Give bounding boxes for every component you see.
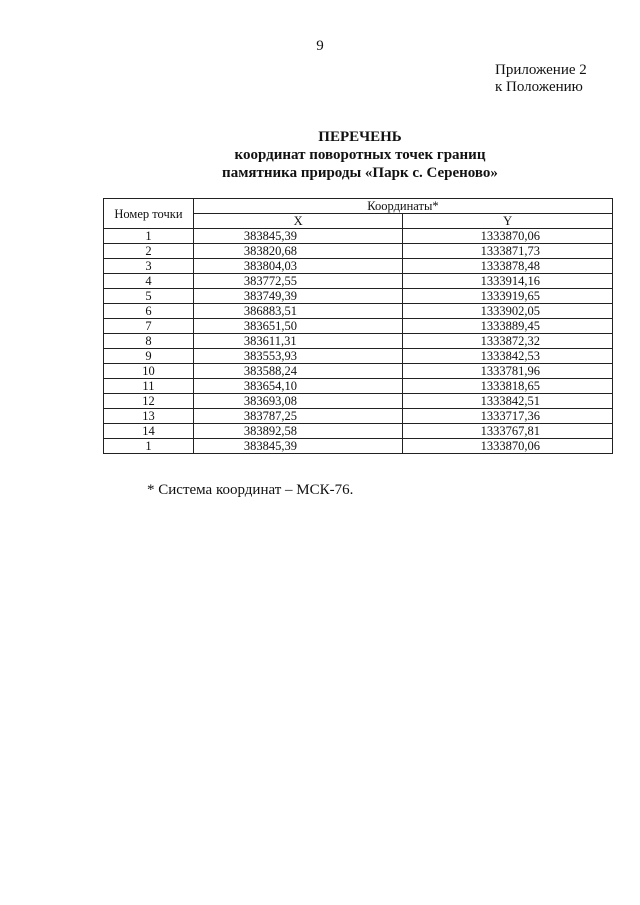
y-coordinate-cell: 1333818,65 bbox=[403, 379, 613, 394]
point-number-cell: 1 bbox=[104, 439, 194, 454]
header-x: X bbox=[193, 214, 402, 229]
appendix-reference bbox=[495, 62, 587, 96]
table-row bbox=[104, 439, 613, 454]
page-number: 9 bbox=[316, 38, 324, 54]
y-coordinate-cell: 1333870,06 bbox=[403, 439, 613, 454]
footnote: * Система координат – МСК-76. bbox=[147, 482, 354, 498]
point-number-cell: 11 bbox=[104, 379, 194, 394]
table-row bbox=[104, 364, 613, 379]
point-number-cell: 14 bbox=[104, 424, 194, 439]
x-coordinate-cell: 383804,03 bbox=[193, 259, 402, 274]
point-number-cell: 3 bbox=[104, 259, 194, 274]
appendix-line-1: Приложение 2 bbox=[495, 62, 587, 78]
header-y: Y bbox=[403, 214, 613, 229]
x-coordinate-cell: 383651,50 bbox=[193, 319, 402, 334]
point-number-cell: 13 bbox=[104, 409, 194, 424]
x-coordinate-cell: 383820,68 bbox=[193, 244, 402, 259]
point-number-cell: 8 bbox=[104, 334, 194, 349]
point-number-cell: 7 bbox=[104, 319, 194, 334]
x-coordinate-cell: 383553,93 bbox=[193, 349, 402, 364]
table-row bbox=[104, 289, 613, 304]
y-coordinate-cell: 1333781,96 bbox=[403, 364, 613, 379]
table-row bbox=[104, 259, 613, 274]
x-coordinate-cell: 386883,51 bbox=[193, 304, 402, 319]
table-row bbox=[104, 394, 613, 409]
y-coordinate-cell: 1333914,16 bbox=[403, 274, 613, 289]
table-row bbox=[104, 274, 613, 289]
point-number-cell: 10 bbox=[104, 364, 194, 379]
header-point-number: Номер точки bbox=[104, 199, 194, 229]
y-coordinate-cell: 1333842,53 bbox=[403, 349, 613, 364]
point-number-cell: 6 bbox=[104, 304, 194, 319]
table-row bbox=[104, 349, 613, 364]
table-header-row bbox=[104, 199, 613, 214]
point-number-cell: 1 bbox=[104, 229, 194, 244]
appendix-line-2: к Положению bbox=[495, 79, 583, 95]
table-row bbox=[104, 229, 613, 244]
table-row bbox=[104, 334, 613, 349]
coordinates-table bbox=[103, 198, 613, 454]
y-coordinate-cell: 1333878,48 bbox=[403, 259, 613, 274]
x-coordinate-cell: 383749,39 bbox=[193, 289, 402, 304]
document-heading bbox=[0, 128, 640, 182]
y-coordinate-cell: 1333871,73 bbox=[403, 244, 613, 259]
point-number-cell: 4 bbox=[104, 274, 194, 289]
y-coordinate-cell: 1333902,05 bbox=[403, 304, 613, 319]
y-coordinate-cell: 1333842,51 bbox=[403, 394, 613, 409]
x-coordinate-cell: 383693,08 bbox=[193, 394, 402, 409]
table-row bbox=[104, 379, 613, 394]
table-row bbox=[104, 319, 613, 334]
table-row bbox=[104, 409, 613, 424]
table-row bbox=[104, 244, 613, 259]
x-coordinate-cell: 383772,55 bbox=[193, 274, 402, 289]
heading-title: ПЕРЕЧЕНЬ bbox=[318, 129, 402, 145]
point-number-cell: 2 bbox=[104, 244, 194, 259]
y-coordinate-cell: 1333872,32 bbox=[403, 334, 613, 349]
y-coordinate-cell: 1333889,45 bbox=[403, 319, 613, 334]
x-coordinate-cell: 383845,39 bbox=[193, 229, 402, 244]
point-number-cell: 9 bbox=[104, 349, 194, 364]
y-coordinate-cell: 1333717,36 bbox=[403, 409, 613, 424]
y-coordinate-cell: 1333767,81 bbox=[403, 424, 613, 439]
x-coordinate-cell: 383845,39 bbox=[193, 439, 402, 454]
x-coordinate-cell: 383787,25 bbox=[193, 409, 402, 424]
table-row bbox=[104, 304, 613, 319]
header-coordinates: Координаты* bbox=[193, 199, 612, 214]
heading-line-3: памятника природы «Парк с. Сереново» bbox=[222, 165, 498, 181]
x-coordinate-cell: 383892,58 bbox=[193, 424, 402, 439]
table-row bbox=[104, 424, 613, 439]
point-number-cell: 12 bbox=[104, 394, 194, 409]
x-coordinate-cell: 383654,10 bbox=[193, 379, 402, 394]
x-coordinate-cell: 383611,31 bbox=[193, 334, 402, 349]
y-coordinate-cell: 1333919,65 bbox=[403, 289, 613, 304]
point-number-cell: 5 bbox=[104, 289, 194, 304]
x-coordinate-cell: 383588,24 bbox=[193, 364, 402, 379]
heading-line-2: координат поворотных точек границ bbox=[234, 147, 486, 163]
y-coordinate-cell: 1333870,06 bbox=[403, 229, 613, 244]
